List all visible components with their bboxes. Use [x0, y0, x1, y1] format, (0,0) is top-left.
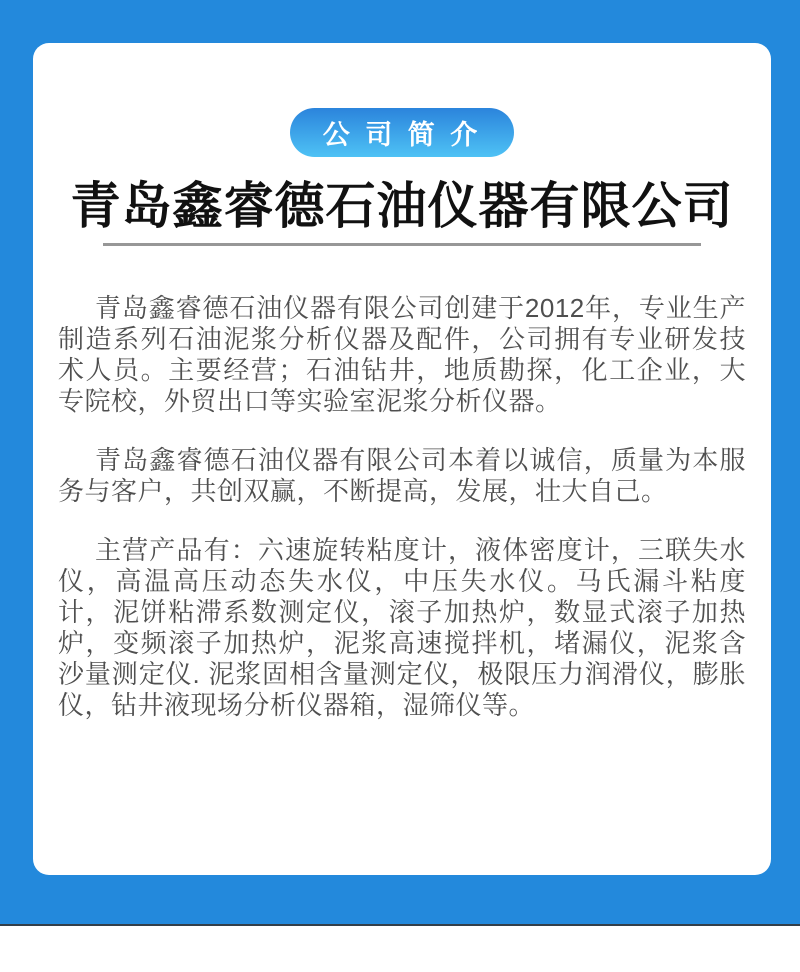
section-badge	[290, 108, 514, 157]
intro-paragraph-products: 主营产品有：六速旋转粘度计，液体密度计，三联失水仪，高温高压动态失水仪，中压失水仪。马氏漏斗粘度计，泥饼粘滞系数测定仪，滚子加热炉，数显式滚子加热炉，变频滚子加热炉，泥浆高速搅拌机，堵漏仪，泥浆含沙量测定仪. 泥浆固相含量测定仪，极限压力润滑仪，膨胀仪，钻井液现场分析仪器箱，湿筛仪等。	[58, 535, 746, 720]
intro-paragraph-values: 青岛鑫睿德石油仪器有限公司本着以诚信，质量为本服务与客户，共创双赢，不断提高，发展，壮大自己。	[58, 445, 746, 506]
title-divider	[103, 243, 701, 246]
company-intro-text	[33, 293, 771, 721]
company-name-title: 青岛鑫睿德石油仪器有限公司	[70, 178, 734, 234]
section-badge-label: 公 司 简 介	[322, 120, 482, 150]
intro-paragraph-founding: 青岛鑫睿德石油仪器有限公司创建于2012年，专业生产制造系列石油泥浆分析仪器及配件，公司拥有专业研发技术人员。主要经营；石油钻井，地质勘探，化工企业，大专院校，外贸出口等实验室泥浆分析仪器。	[58, 293, 746, 416]
content-card	[33, 43, 771, 875]
